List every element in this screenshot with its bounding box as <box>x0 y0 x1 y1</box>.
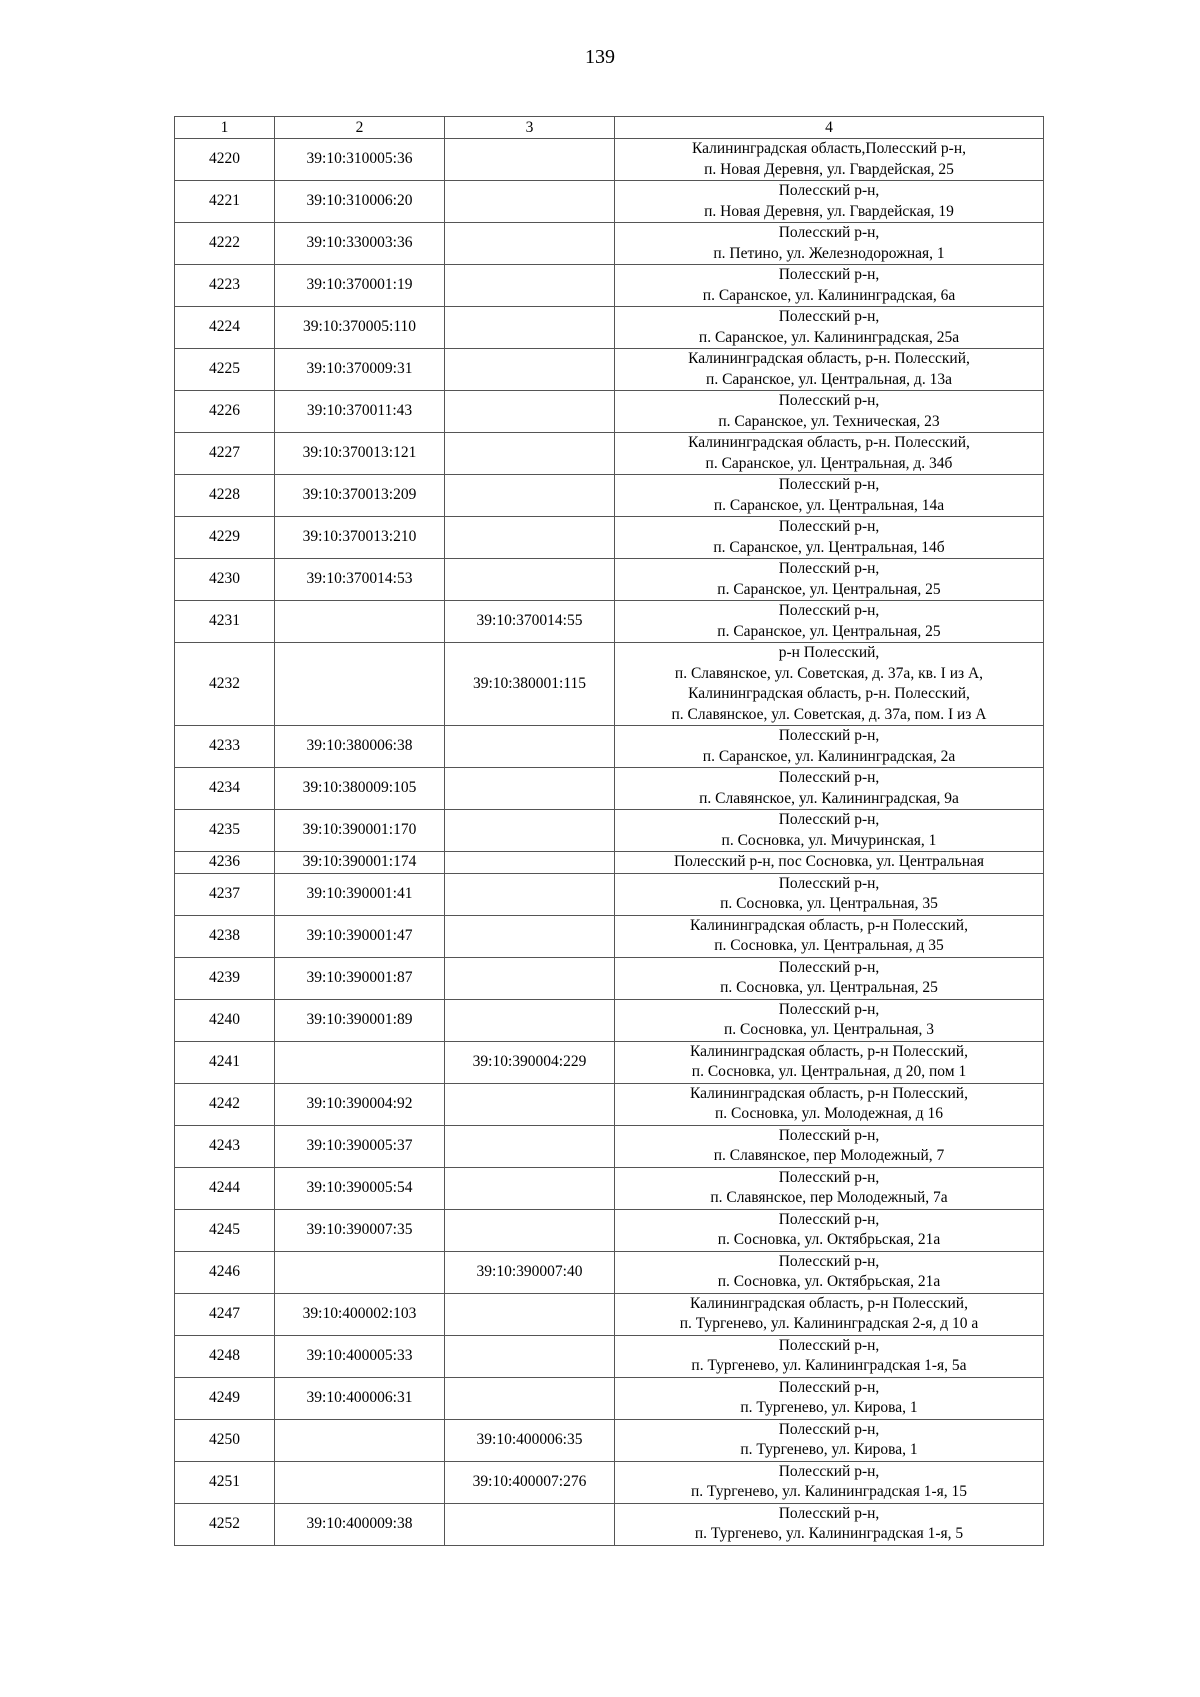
cadastral-number-cell <box>275 1251 445 1293</box>
address-line: Полесский р-н, <box>778 1462 880 1480</box>
table-row <box>175 768 1044 810</box>
address-cell <box>615 517 1044 559</box>
address-cell <box>615 915 1044 957</box>
address-line: Полесский р-н, пос Сосновка, ул. Центральная <box>673 853 985 870</box>
cadastral-number-cell: 39:10:330003:36 <box>275 223 445 265</box>
address-line: Калининградская область, р-н Полесский, <box>690 916 968 934</box>
building-cadastral-number-cell <box>445 1293 615 1335</box>
address-cell <box>615 1167 1044 1209</box>
address-line: п. Тургенево, ул. Калининградская 1-я, 15 <box>690 1483 967 1500</box>
table-row <box>175 475 1044 517</box>
address-line: п. Сосновка, ул. Октябрьская, 21а <box>717 1231 941 1248</box>
building-cadastral-number-cell <box>445 810 615 852</box>
cadastral-number-cell: 39:10:370014:53 <box>275 559 445 601</box>
address-cell <box>615 810 1044 852</box>
row-number-cell: 4241 <box>175 1041 275 1083</box>
address-line: Полесский р-н, <box>778 1252 880 1270</box>
building-cadastral-number-cell <box>445 726 615 768</box>
cadastral-number-cell: 39:10:380006:38 <box>275 726 445 768</box>
row-number-cell: 4228 <box>175 475 275 517</box>
building-cadastral-number-cell <box>445 559 615 601</box>
address-line: Полесский р-н, <box>778 1000 880 1018</box>
cadastral-number-cell: 39:10:370009:31 <box>275 349 445 391</box>
header-col-4: 4 <box>615 117 1044 139</box>
building-cadastral-number-cell <box>445 223 615 265</box>
address-line: п. Петино, ул. Железнодорожная, 1 <box>713 244 945 262</box>
row-number-cell: 4250 <box>175 1419 275 1461</box>
address-cell <box>615 223 1044 265</box>
table-row <box>175 1167 1044 1209</box>
table-row <box>175 1461 1044 1503</box>
address-line: п. Тургенево, ул. Калининградская 1-я, 5 <box>694 1525 964 1542</box>
address-cell <box>615 1251 1044 1293</box>
table-row <box>175 915 1044 957</box>
building-cadastral-number-cell: 39:10:390007:40 <box>445 1251 615 1293</box>
address-cell <box>615 999 1044 1041</box>
table-body <box>175 139 1044 1546</box>
address-line: п. Саранское, ул. Центральная, 14а <box>713 496 945 514</box>
building-cadastral-number-cell: 39:10:390004:229 <box>445 1041 615 1083</box>
address-cell <box>615 1419 1044 1461</box>
address-line: Калининградская область, р-н. Полесский, <box>688 350 970 367</box>
address-cell <box>615 559 1044 601</box>
address-line: Полесский р-н, <box>778 1420 880 1438</box>
cadastral-number-cell: 39:10:390005:37 <box>275 1125 445 1167</box>
table-row <box>175 349 1044 391</box>
address-line: Полесский р-н, <box>778 874 880 892</box>
cadastral-number-cell: 39:10:370013:210 <box>275 517 445 559</box>
address-line: п. Саранское, ул. Центральная, 14б <box>713 538 945 556</box>
row-number-cell: 4247 <box>175 1293 275 1335</box>
row-number-cell: 4220 <box>175 139 275 181</box>
table-row <box>175 999 1044 1041</box>
address-cell <box>615 1041 1044 1083</box>
cadastral-number-cell: 39:10:390004:92 <box>275 1083 445 1125</box>
table-row <box>175 1503 1044 1545</box>
header-col-1: 1 <box>175 117 275 139</box>
table-row <box>175 873 1044 915</box>
address-line: Калининградская область,Полесский р-н, <box>691 140 967 157</box>
row-number-cell: 4240 <box>175 999 275 1041</box>
page-number: 139 <box>585 46 615 68</box>
row-number-cell: 4249 <box>175 1377 275 1419</box>
address-line: Калининградская область, р-н Полесский, <box>690 1084 968 1102</box>
cadastral-number-cell: 39:10:310005:36 <box>275 139 445 181</box>
table-row <box>175 643 1044 726</box>
address-cell <box>615 1293 1044 1335</box>
cadastral-number-cell: 39:10:390001:174 <box>275 852 445 874</box>
table-row <box>175 601 1044 643</box>
address-line: п. Тургенево, ул. Кирова, 1 <box>740 1441 918 1458</box>
cadastral-number-cell: 39:10:390001:41 <box>275 873 445 915</box>
row-number-cell: 4239 <box>175 957 275 999</box>
address-cell <box>615 391 1044 433</box>
address-cell <box>615 433 1044 475</box>
table-row <box>175 810 1044 852</box>
address-cell <box>615 768 1044 810</box>
address-line: п. Славянское, пер Молодежный, 7 <box>713 1147 945 1164</box>
table-row <box>175 1419 1044 1461</box>
table-row <box>175 391 1044 433</box>
address-line: Калининградская область, р-н. Полесский, <box>688 434 970 451</box>
building-cadastral-number-cell <box>445 915 615 957</box>
building-cadastral-number-cell <box>445 1167 615 1209</box>
address-cell <box>615 1125 1044 1167</box>
address-cell <box>615 852 1044 874</box>
address-line: п. Славянское, ул. Советская, д. 37а, пом. I из А <box>671 705 987 723</box>
row-number-cell: 4251 <box>175 1461 275 1503</box>
building-cadastral-number-cell <box>445 1209 615 1251</box>
address-line: п. Славянское, ул. Калининградская, 9а <box>699 789 959 807</box>
cadastral-number-cell <box>275 643 445 726</box>
address-line: Калининградская область, р-н Полесский, <box>690 1042 968 1060</box>
address-line: Полесский р-н, <box>778 1126 880 1144</box>
cadastral-number-cell: 39:10:390005:54 <box>275 1167 445 1209</box>
table-row <box>175 1083 1044 1125</box>
table-row <box>175 1209 1044 1251</box>
row-number-cell: 4252 <box>175 1503 275 1545</box>
table-row <box>175 1335 1044 1377</box>
row-number-cell: 4224 <box>175 307 275 349</box>
building-cadastral-number-cell <box>445 265 615 307</box>
cadastral-number-cell: 39:10:390001:47 <box>275 915 445 957</box>
address-line: п. Сосновка, ул. Центральная, 35 <box>720 895 938 912</box>
row-number-cell: 4246 <box>175 1251 275 1293</box>
header-col-2: 2 <box>275 117 445 139</box>
address-line: Полесский р-н, <box>778 266 880 283</box>
address-line: Полесский р-н, <box>778 1336 880 1354</box>
row-number-cell: 4223 <box>175 265 275 307</box>
cadastral-number-cell: 39:10:370011:43 <box>275 391 445 433</box>
address-line: Полесский р-н, <box>778 182 880 199</box>
table-row <box>175 1377 1044 1419</box>
cadastral-number-cell <box>275 1419 445 1461</box>
building-cadastral-number-cell <box>445 999 615 1041</box>
address-line: п. Новая Деревня, ул. Гвардейская, 25 <box>704 160 954 178</box>
building-cadastral-number-cell <box>445 1083 615 1125</box>
cadastral-number-cell <box>275 1461 445 1503</box>
row-number-cell: 4221 <box>175 181 275 223</box>
cadastral-number-cell: 39:10:370013:121 <box>275 433 445 475</box>
building-cadastral-number-cell: 39:10:370014:55 <box>445 601 615 643</box>
address-cell <box>615 1377 1044 1419</box>
address-line: Полесский р-н, <box>778 958 880 976</box>
building-cadastral-number-cell <box>445 139 615 181</box>
address-line: Полесский р-н, <box>778 602 880 619</box>
building-cadastral-number-cell: 39:10:400006:35 <box>445 1419 615 1461</box>
address-line: Полесский р-н, <box>778 1168 880 1186</box>
address-line: Полесский р-н, <box>778 518 880 535</box>
address-cell <box>615 1461 1044 1503</box>
cadastral-number-cell <box>275 1041 445 1083</box>
address-cell <box>615 1209 1044 1251</box>
address-line: п. Саранское, ул. Калининградская, 25а <box>698 328 960 346</box>
building-cadastral-number-cell <box>445 957 615 999</box>
building-cadastral-number-cell <box>445 517 615 559</box>
address-line: п. Саранское, ул. Центральная, д. 34б <box>705 454 953 472</box>
row-number-cell: 4226 <box>175 391 275 433</box>
cadastral-number-cell: 39:10:380009:105 <box>275 768 445 810</box>
cadastral-number-cell: 39:10:370005:110 <box>275 307 445 349</box>
building-cadastral-number-cell <box>445 391 615 433</box>
address-line: Полесский р-н, <box>778 1504 880 1522</box>
address-cell <box>615 1083 1044 1125</box>
address-cell <box>615 265 1044 307</box>
address-line: Полесский р-н, <box>778 1378 880 1396</box>
table-row <box>175 1125 1044 1167</box>
cadastral-number-cell: 39:10:400005:33 <box>275 1335 445 1377</box>
address-line: Полесский р-н, <box>778 224 880 241</box>
cadastral-number-cell: 39:10:390001:89 <box>275 999 445 1041</box>
address-line: п. Тургенево, ул. Калининградская 2-я, д 10 а <box>679 1315 979 1332</box>
row-number-cell: 4231 <box>175 601 275 643</box>
row-number-cell: 4236 <box>175 852 275 874</box>
table-row <box>175 223 1044 265</box>
address-line: Полесский р-н, <box>778 769 880 786</box>
address-line: Полесский р-н, <box>778 392 880 409</box>
address-cell <box>615 957 1044 999</box>
cadastral-number-cell: 39:10:390001:87 <box>275 957 445 999</box>
building-cadastral-number-cell <box>445 1503 615 1545</box>
address-cell <box>615 726 1044 768</box>
table-row <box>175 265 1044 307</box>
address-line: п. Сосновка, ул. Октябрьская, 21а <box>717 1273 941 1290</box>
address-line: Полесский р-н, <box>778 1210 880 1228</box>
address-cell <box>615 1335 1044 1377</box>
cadastral-number-cell: 39:10:370013:209 <box>275 475 445 517</box>
address-line: Полесский р-н, <box>778 476 880 493</box>
address-line: Калининградская область, р-н. Полесский, <box>688 685 970 702</box>
building-cadastral-number-cell: 39:10:400007:276 <box>445 1461 615 1503</box>
address-line: п. Сосновка, ул. Мичуринская, 1 <box>721 831 937 849</box>
building-cadastral-number-cell <box>445 349 615 391</box>
table-row <box>175 139 1044 181</box>
address-cell <box>615 475 1044 517</box>
cadastral-number-cell: 39:10:390001:170 <box>275 810 445 852</box>
header-row <box>175 117 1044 139</box>
cadastral-number-cell: 39:10:390007:35 <box>275 1209 445 1251</box>
row-number-cell: 4222 <box>175 223 275 265</box>
building-cadastral-number-cell <box>445 768 615 810</box>
building-cadastral-number-cell <box>445 1377 615 1419</box>
building-cadastral-number-cell <box>445 433 615 475</box>
address-line: п. Тургенево, ул. Калининградская 1-я, 5а <box>691 1357 967 1374</box>
address-line: п. Саранское, ул. Калининградская, 2а <box>702 747 956 765</box>
address-line: р-н Полесский, <box>778 644 880 661</box>
address-line: Калининградская область, р-н Полесский, <box>690 1294 968 1312</box>
table-row <box>175 517 1044 559</box>
table-row <box>175 559 1044 601</box>
cadastral-number-cell: 39:10:400009:38 <box>275 1503 445 1545</box>
header-col-3: 3 <box>445 117 615 139</box>
cadastral-number-cell: 39:10:310006:20 <box>275 181 445 223</box>
row-number-cell: 4244 <box>175 1167 275 1209</box>
address-cell <box>615 181 1044 223</box>
row-number-cell: 4233 <box>175 726 275 768</box>
table-row <box>175 1041 1044 1083</box>
address-line: п. Сосновка, ул. Центральная, 25 <box>720 979 938 996</box>
address-line: Полесский р-н, <box>778 308 880 325</box>
address-line: п. Сосновка, ул. Центральная, д 20, пом 1 <box>691 1063 967 1080</box>
cadastral-number-cell <box>275 601 445 643</box>
address-line: Полесский р-н, <box>778 811 880 828</box>
registry-table <box>174 116 1044 1546</box>
building-cadastral-number-cell <box>445 1125 615 1167</box>
table-row <box>175 852 1044 874</box>
address-line: п. Саранское, ул. Техническая, 23 <box>718 412 940 430</box>
table-row <box>175 1251 1044 1293</box>
address-line: п. Сосновка, ул. Центральная, 3 <box>724 1021 934 1038</box>
row-number-cell: 4229 <box>175 517 275 559</box>
address-line: п. Саранское, ул. Центральная, 25 <box>717 622 941 640</box>
address-cell <box>615 307 1044 349</box>
row-number-cell: 4242 <box>175 1083 275 1125</box>
row-number-cell: 4237 <box>175 873 275 915</box>
table-row <box>175 1293 1044 1335</box>
table-row <box>175 957 1044 999</box>
row-number-cell: 4227 <box>175 433 275 475</box>
cadastral-number-cell: 39:10:370001:19 <box>275 265 445 307</box>
cadastral-number-cell: 39:10:400002:103 <box>275 1293 445 1335</box>
row-number-cell: 4232 <box>175 643 275 726</box>
row-number-cell: 4245 <box>175 1209 275 1251</box>
cadastral-number-cell: 39:10:400006:31 <box>275 1377 445 1419</box>
address-cell <box>615 349 1044 391</box>
address-line: п. Новая Деревня, ул. Гвардейская, 19 <box>704 202 954 220</box>
building-cadastral-number-cell <box>445 307 615 349</box>
row-number-cell: 4230 <box>175 559 275 601</box>
table-row <box>175 307 1044 349</box>
address-cell <box>615 873 1044 915</box>
row-number-cell: 4238 <box>175 915 275 957</box>
address-line: Полесский р-н, <box>778 560 880 577</box>
address-cell <box>615 139 1044 181</box>
address-cell <box>615 1503 1044 1545</box>
table-header <box>175 117 1044 139</box>
building-cadastral-number-cell <box>445 1335 615 1377</box>
address-line: п. Саранское, ул. Центральная, 25 <box>717 580 941 598</box>
building-cadastral-number-cell <box>445 873 615 915</box>
table-row <box>175 181 1044 223</box>
address-cell <box>615 601 1044 643</box>
address-line: п. Славянское, пер Молодежный, 7а <box>710 1189 948 1206</box>
building-cadastral-number-cell <box>445 475 615 517</box>
address-line: Полесский р-н, <box>778 727 880 744</box>
row-number-cell: 4234 <box>175 768 275 810</box>
row-number-cell: 4235 <box>175 810 275 852</box>
address-line: п. Сосновка, ул. Молодежная, д 16 <box>714 1105 943 1122</box>
address-line: п. Сосновка, ул. Центральная, д 35 <box>714 937 944 954</box>
address-line: п. Тургенево, ул. Кирова, 1 <box>740 1399 918 1416</box>
building-cadastral-number-cell: 39:10:380001:115 <box>445 643 615 726</box>
building-cadastral-number-cell <box>445 181 615 223</box>
table-row <box>175 433 1044 475</box>
row-number-cell: 4225 <box>175 349 275 391</box>
address-cell <box>615 643 1044 726</box>
building-cadastral-number-cell <box>445 852 615 874</box>
address-line: п. Саранское, ул. Центральная, д. 13а <box>706 370 952 388</box>
address-line: п. Саранское, ул. Калининградская, 6а <box>702 286 956 304</box>
table-row <box>175 726 1044 768</box>
row-number-cell: 4248 <box>175 1335 275 1377</box>
address-line: п. Славянское, ул. Советская, д. 37а, кв. I из А, <box>674 664 984 682</box>
row-number-cell: 4243 <box>175 1125 275 1167</box>
